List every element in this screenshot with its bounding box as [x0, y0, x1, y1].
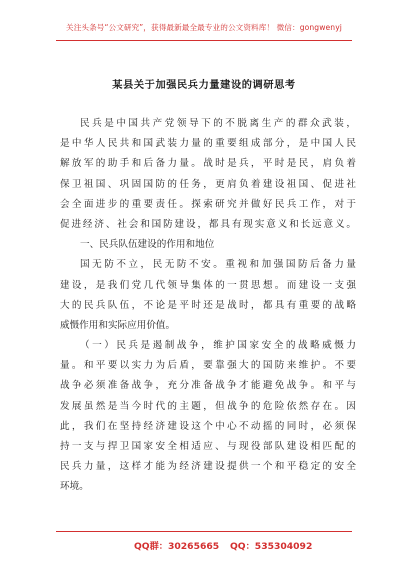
footer-qq-group: QQ群：30265665: [134, 541, 220, 552]
footer-qq-contact: QQ：535304092: [230, 541, 313, 552]
body-line: 持一支与捍卫国家安全相适应、与现役部队建设相匹配的: [60, 441, 356, 452]
body-line: 保卫祖国、巩固国防的任务，更肩负着建设祖国、促进社: [60, 178, 356, 190]
footer-divider: [56, 531, 352, 532]
body-line: 是中华人民共和国武装力量的重要组成部分，是中国人民: [60, 138, 356, 150]
header-divider: [56, 40, 352, 41]
body-line: 发展虽然是当今时代的主题，但战争的危险依然存在。因: [60, 400, 356, 412]
body-line: 量。和平要以实力为后盾，要靠强大的国防来维护。不要: [60, 360, 356, 372]
body-line: 民兵力量，这样才能为经济建设提供一个和平稳定的安全: [60, 461, 356, 473]
document-body: [60, 114, 356, 498]
body-line: 战争必须准备战争，充分准备战争才能避免战争。和平与: [60, 380, 356, 392]
body-line: 此，我们在坚持经济建设这个中心不动摇的同时，必须保: [60, 420, 356, 432]
header-promo-note: 关注头条号“公文研究”，获得最新最全最专业的公文资料库！ 微信：gongwenyj: [66, 23, 342, 32]
body-line: 解放军的助手和后备力量。战时是兵，平时是民，肩负着: [60, 158, 356, 170]
body-line: 环境。: [60, 481, 89, 493]
body-line: 会全面进步的重要责任。探索研究并做好民兵工作，对于: [60, 198, 356, 210]
body-line: 大的民兵队伍，不论是平时还是战时，都具有重要的战略: [60, 299, 356, 311]
body-line: 建设，是我们党几代领导集体的一贯思想。而建设一支强: [60, 279, 356, 291]
body-line: （一）民兵是遏制战争，维护国家安全的战略威慑力: [80, 340, 356, 352]
document-title: 某县关于加强民兵力量建设的调研思考: [112, 79, 296, 91]
body-line: 国无防不立，民无防不安。重视和加强国防后备力量: [80, 259, 356, 271]
body-line: 民兵是中国共产党领导下的不脱离生产的群众武装，: [80, 118, 356, 129]
body-line: 威慑作用和实际应用价值。: [60, 319, 176, 331]
section-heading: 一、民兵队伍建设的作用和地位: [80, 239, 215, 251]
body-line: 促进经济、社会和国防建设，都具有现实意义和长远意义。: [60, 218, 356, 230]
